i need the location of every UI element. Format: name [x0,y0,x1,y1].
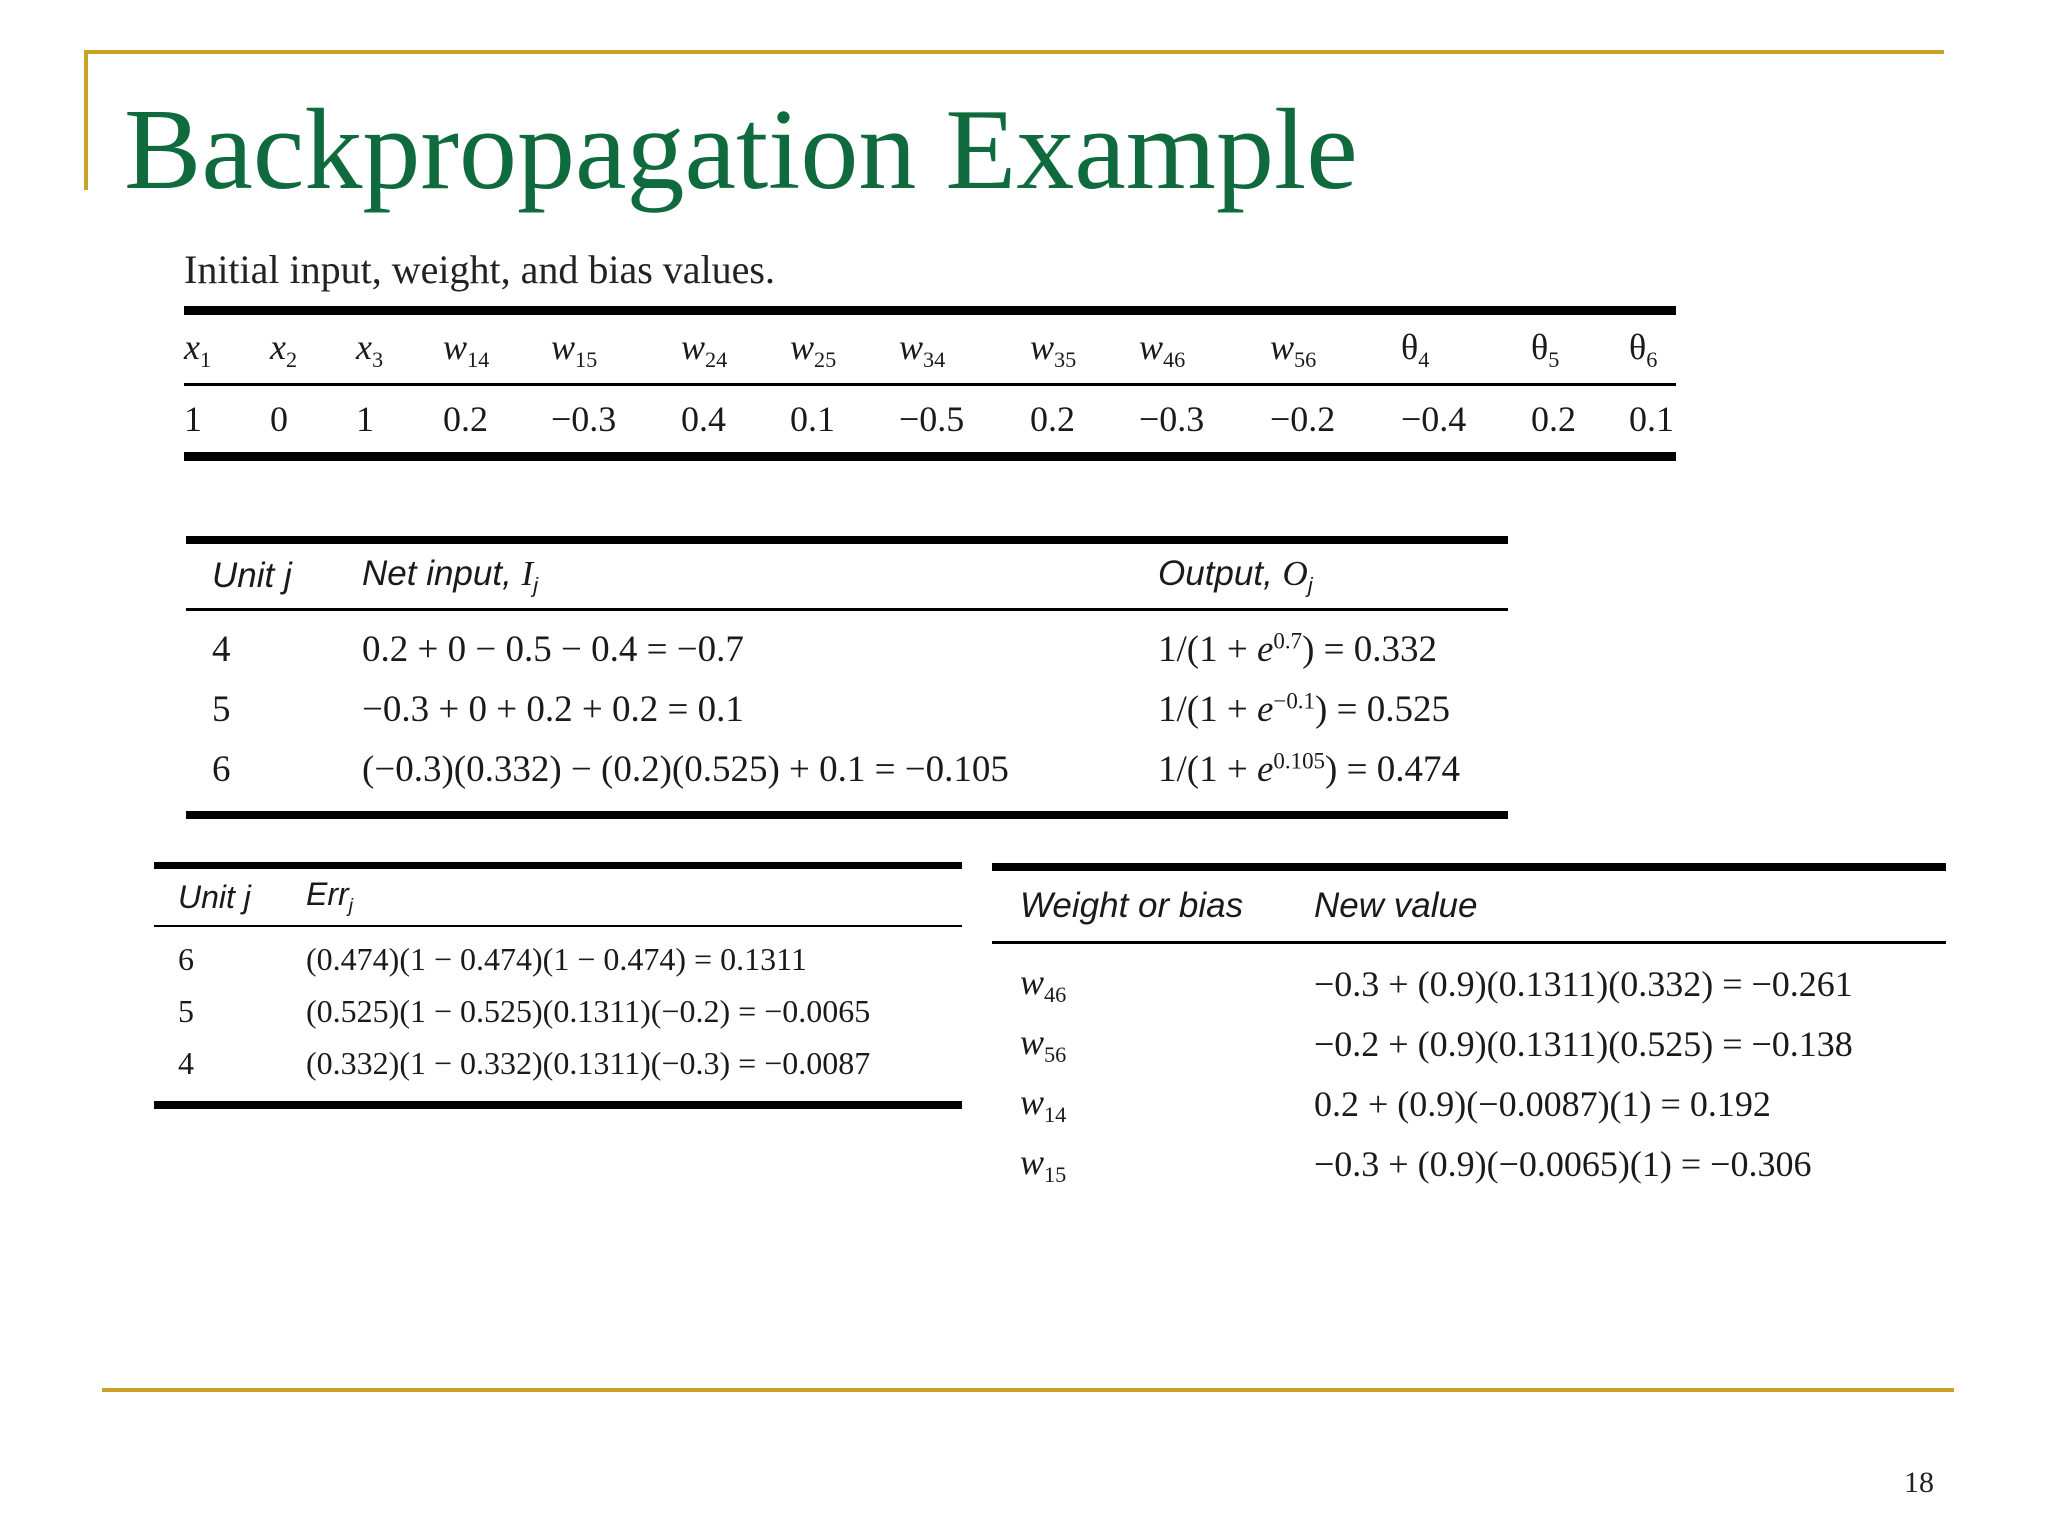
header-w25: $w_{25}$ [790,311,899,385]
error-cell: (0.474)(1 − 0.474)(1 − 0.474) = 0.1311 [306,940,807,977]
left-rule [84,50,88,190]
header-x2: $x_2$ [270,311,356,385]
net-input-cell: −0.3 + 0 + 0.2 + 0.2 = 0.1 [362,688,744,730]
value-x3: 1 [356,399,374,439]
header-theta6: $\theta_6$ [1629,311,1676,385]
new-value-cell: −0.3 + (0.9)(−0.0065)(1) = −0.306 [1314,1144,1812,1184]
top-rule [84,50,1944,54]
value-w24: 0.4 [681,399,726,439]
value-x1: 1 [184,399,202,439]
value-theta4: −0.4 [1401,399,1467,439]
initial-values-row [184,385,1676,457]
unit-cell: 5 [178,992,194,1029]
header-x3: $x_3$ [356,311,443,385]
error-header-row [154,866,962,927]
bottom-rule [102,1388,1954,1392]
unit-cell: 4 [178,1044,194,1081]
page-number: 18 [1904,1466,1934,1499]
value-w56: −0.2 [1270,399,1336,439]
value-w35: 0.2 [1030,399,1075,439]
error-cell: (0.332)(1 − 0.332)(0.1311)(−0.3) = −0.0087 [306,1044,871,1081]
value-theta5: 0.2 [1531,399,1576,439]
error-table [154,862,962,1109]
header-theta4: $\theta_4$ [1401,311,1531,385]
weight-update-row [992,1014,1946,1074]
net-input-row [186,610,1508,680]
net-input-header: Net input, $I_j$ [336,540,1132,610]
new-value-cell: 0.2 + (0.9)(−0.0087)(1) = 0.192 [1314,1084,1771,1124]
weight-update-row [992,1074,1946,1134]
header-w14: $w_{14}$ [443,311,551,385]
header-w34: $w_{34}$ [899,311,1030,385]
error-row [154,985,962,1037]
new-value-cell: −0.3 + (0.9)(0.1311)(0.332) = −0.261 [1314,964,1853,1004]
header-theta5: $\theta_5$ [1531,311,1629,385]
initial-values-table [184,306,1676,461]
error-header: Err$_j$ [282,866,962,927]
header-x1: $x_1$ [184,311,270,385]
weight-header: Weight or bias [992,867,1286,943]
net-input-row [186,679,1508,739]
weight-update-header-row [992,867,1946,943]
unit-cell: 6 [212,748,231,790]
new-value-header: New value [1286,867,1946,943]
unit-cell: 4 [212,628,231,670]
error-row [154,926,962,985]
header-w35: $w_{35}$ [1030,311,1139,385]
unit-cell: 5 [212,688,231,730]
initial-values-header-row [184,311,1676,385]
error-row [154,1037,962,1105]
output-cell: $1/(1 + e^{-0.1}) = 0.525$ [1158,687,1450,730]
net-input-header-row [186,540,1508,610]
error-cell: (0.525)(1 − 0.525)(0.1311)(−0.2) = −0.0065 [306,992,871,1029]
weight-update-table [992,863,1946,1194]
net-input-cell: (−0.3)(0.332) − (0.2)(0.525) + 0.1 = −0.105 [362,748,1009,790]
net-input-cell: 0.2 + 0 − 0.5 − 0.4 = −0.7 [362,628,744,670]
output-cell: $1/(1 + e^{0.7}) = 0.332$ [1158,627,1438,670]
net-input-output-table [186,536,1508,819]
unit-header: Unit j [186,540,336,610]
header-w56: $w_{56}$ [1270,311,1401,385]
value-w25: 0.1 [790,399,835,439]
weight-cell: $w_{46}$ [1020,961,1067,1007]
weight-update-row [992,1134,1946,1194]
weight-cell: $w_{15}$ [1020,1141,1067,1187]
table-caption: Initial input, weight, and bias values. [184,247,775,292]
value-w15: −0.3 [551,399,617,439]
net-input-row [186,739,1508,815]
unit-cell: 6 [178,940,194,977]
header-w24: $w_{24}$ [681,311,790,385]
new-value-cell: −0.2 + (0.9)(0.1311)(0.525) = −0.138 [1314,1024,1853,1064]
header-w15: $w_{15}$ [551,311,681,385]
weight-update-row [992,943,1946,1015]
output-cell: $1/(1 + e^{0.105}) = 0.474$ [1158,747,1460,790]
unit-header: Unit j [154,866,282,927]
value-x2: 0 [270,399,288,439]
value-w14: 0.2 [443,399,488,439]
header-w46: $w_{46}$ [1139,311,1270,385]
value-w34: −0.5 [899,399,965,439]
weight-cell: $w_{56}$ [1020,1021,1067,1067]
value-w46: −0.3 [1139,399,1205,439]
output-header: Output, $O_j$ [1132,540,1508,610]
value-theta6: 0.1 [1629,399,1674,439]
weight-cell: $w_{14}$ [1020,1081,1067,1127]
slide-title: Backpropagation Example [124,86,1358,214]
